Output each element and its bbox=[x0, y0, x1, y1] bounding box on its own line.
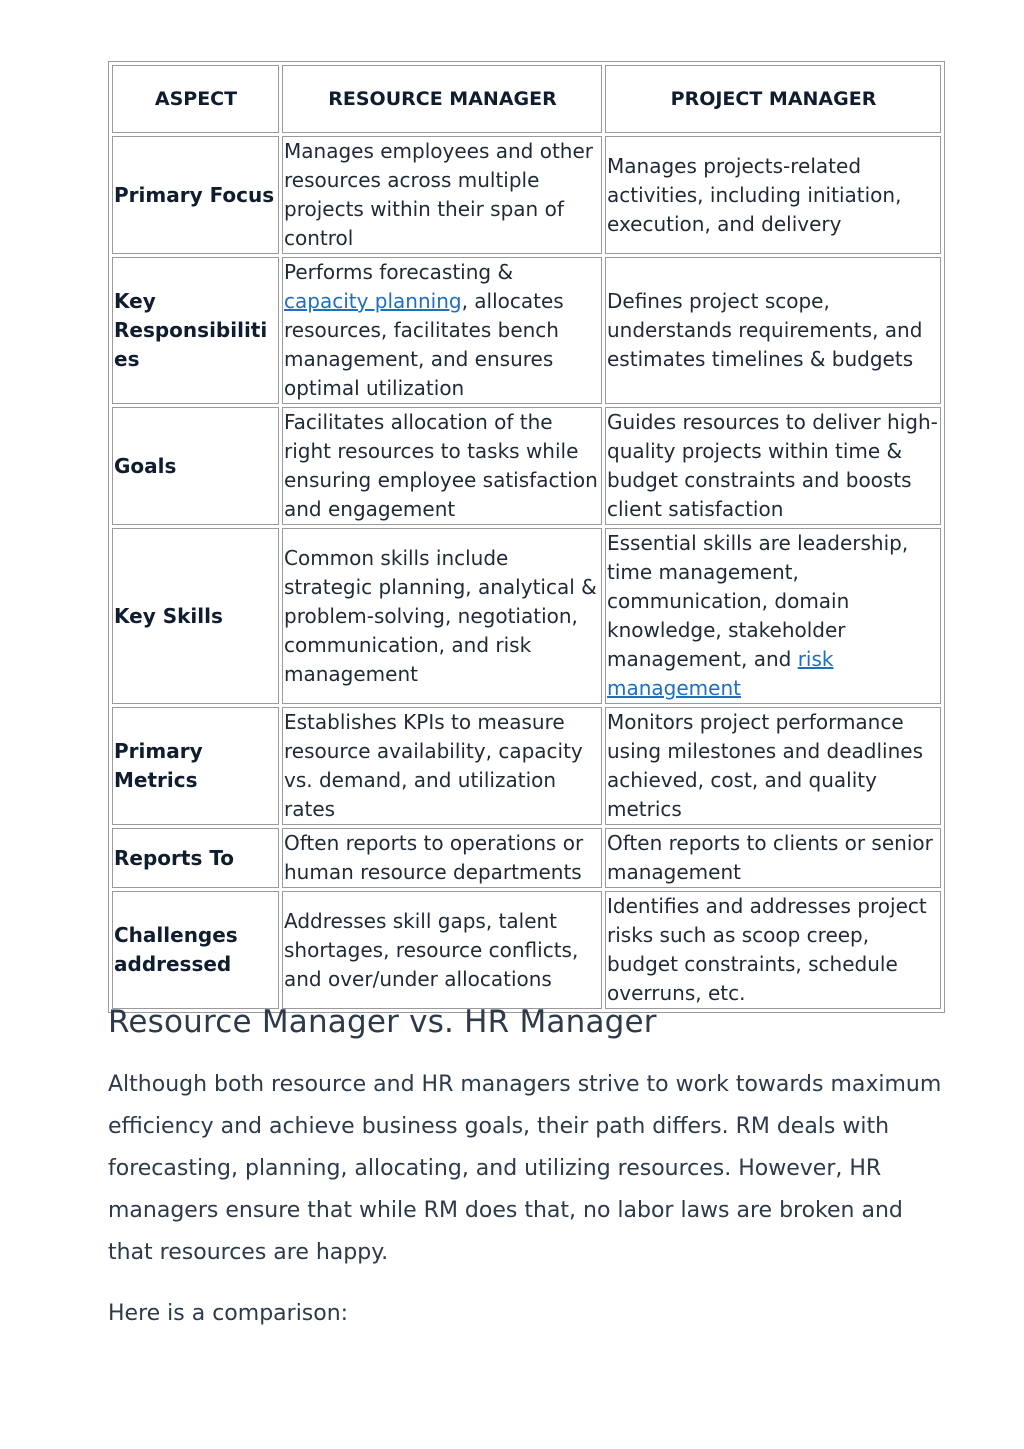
row-aspect: Reports To bbox=[112, 828, 279, 888]
row-resource-manager: Addresses skill gaps, talent shortages, resource conflicts, and over/under allocations bbox=[282, 891, 602, 1009]
cell-text: , allocates resources, facilitates bench management, and ensures optimal utilization bbox=[284, 289, 564, 400]
table-row bbox=[112, 136, 941, 254]
row-project-manager: Manages projects-related activities, including initiation, execution, and delivery bbox=[605, 136, 941, 254]
cell-text: Essential skills are leadership, time management, communication, domain knowledge, stakeholder management, and bbox=[607, 531, 909, 671]
row-aspect: Primary Metrics bbox=[112, 707, 279, 825]
row-project-manager bbox=[605, 528, 941, 704]
table-row bbox=[112, 828, 941, 888]
row-aspect: Goals bbox=[112, 407, 279, 525]
comparison-intro: Here is a comparison: bbox=[108, 1301, 349, 1326]
row-aspect: Key Skills bbox=[112, 528, 279, 704]
row-aspect: Challenges addressed bbox=[112, 891, 279, 1009]
header-resource-manager: RESOURCE MANAGER bbox=[282, 65, 602, 133]
table-row bbox=[112, 257, 941, 404]
header-aspect: ASPECT bbox=[112, 65, 279, 133]
table-header-row bbox=[112, 65, 941, 133]
row-resource-manager: Facilitates allocation of the right resources to tasks while ensuring employee satisfaction and engagement bbox=[282, 407, 602, 525]
table-row bbox=[112, 891, 941, 1009]
row-resource-manager: Often reports to operations or human resource departments bbox=[282, 828, 602, 888]
comparison-table bbox=[108, 61, 945, 1013]
row-project-manager: Monitors project performance using milestones and deadlines achieved, cost, and quality metrics bbox=[605, 707, 941, 825]
section-heading: Resource Manager vs. HR Manager bbox=[108, 1004, 657, 1040]
capacity-planning-link[interactable]: capacity planning bbox=[284, 289, 462, 313]
row-resource-manager: Establishes KPIs to measure resource availability, capacity vs. demand, and utilization rates bbox=[282, 707, 602, 825]
section-paragraph: Although both resource and HR managers strive to work towards maximum efficiency and achieve business goals, their path differs. RM deals with forecasting, planning, allocating, and utilizing resources. However, HR managers ensure that while RM does that, no labor laws are broken and that resources are happy. bbox=[108, 1072, 942, 1265]
row-resource-manager: Common skills include strategic planning, analytical & problem-solving, negotiation, communication, and risk management bbox=[282, 528, 602, 704]
row-resource-manager bbox=[282, 257, 602, 404]
cell-text: Performs forecasting & bbox=[284, 260, 514, 284]
table-row bbox=[112, 707, 941, 825]
header-project-manager: PROJECT MANAGER bbox=[605, 65, 941, 133]
row-resource-manager: Manages employees and other resources across multiple projects within their span of control bbox=[282, 136, 602, 254]
row-project-manager: Guides resources to deliver high-quality projects within time & budget constraints and boosts client satisfaction bbox=[605, 407, 941, 525]
row-aspect: Primary Focus bbox=[112, 136, 279, 254]
row-project-manager: Identifies and addresses project risks such as scoop creep, budget constraints, schedule overruns, etc. bbox=[605, 891, 941, 1009]
row-project-manager: Defines project scope, understands requirements, and estimates timelines & budgets bbox=[605, 257, 941, 404]
row-project-manager: Often reports to clients or senior management bbox=[605, 828, 941, 888]
table-row bbox=[112, 528, 941, 704]
table-row bbox=[112, 407, 941, 525]
row-aspect: Key Responsibilities bbox=[112, 257, 279, 404]
risk-management-link[interactable]: risk management bbox=[607, 647, 834, 700]
